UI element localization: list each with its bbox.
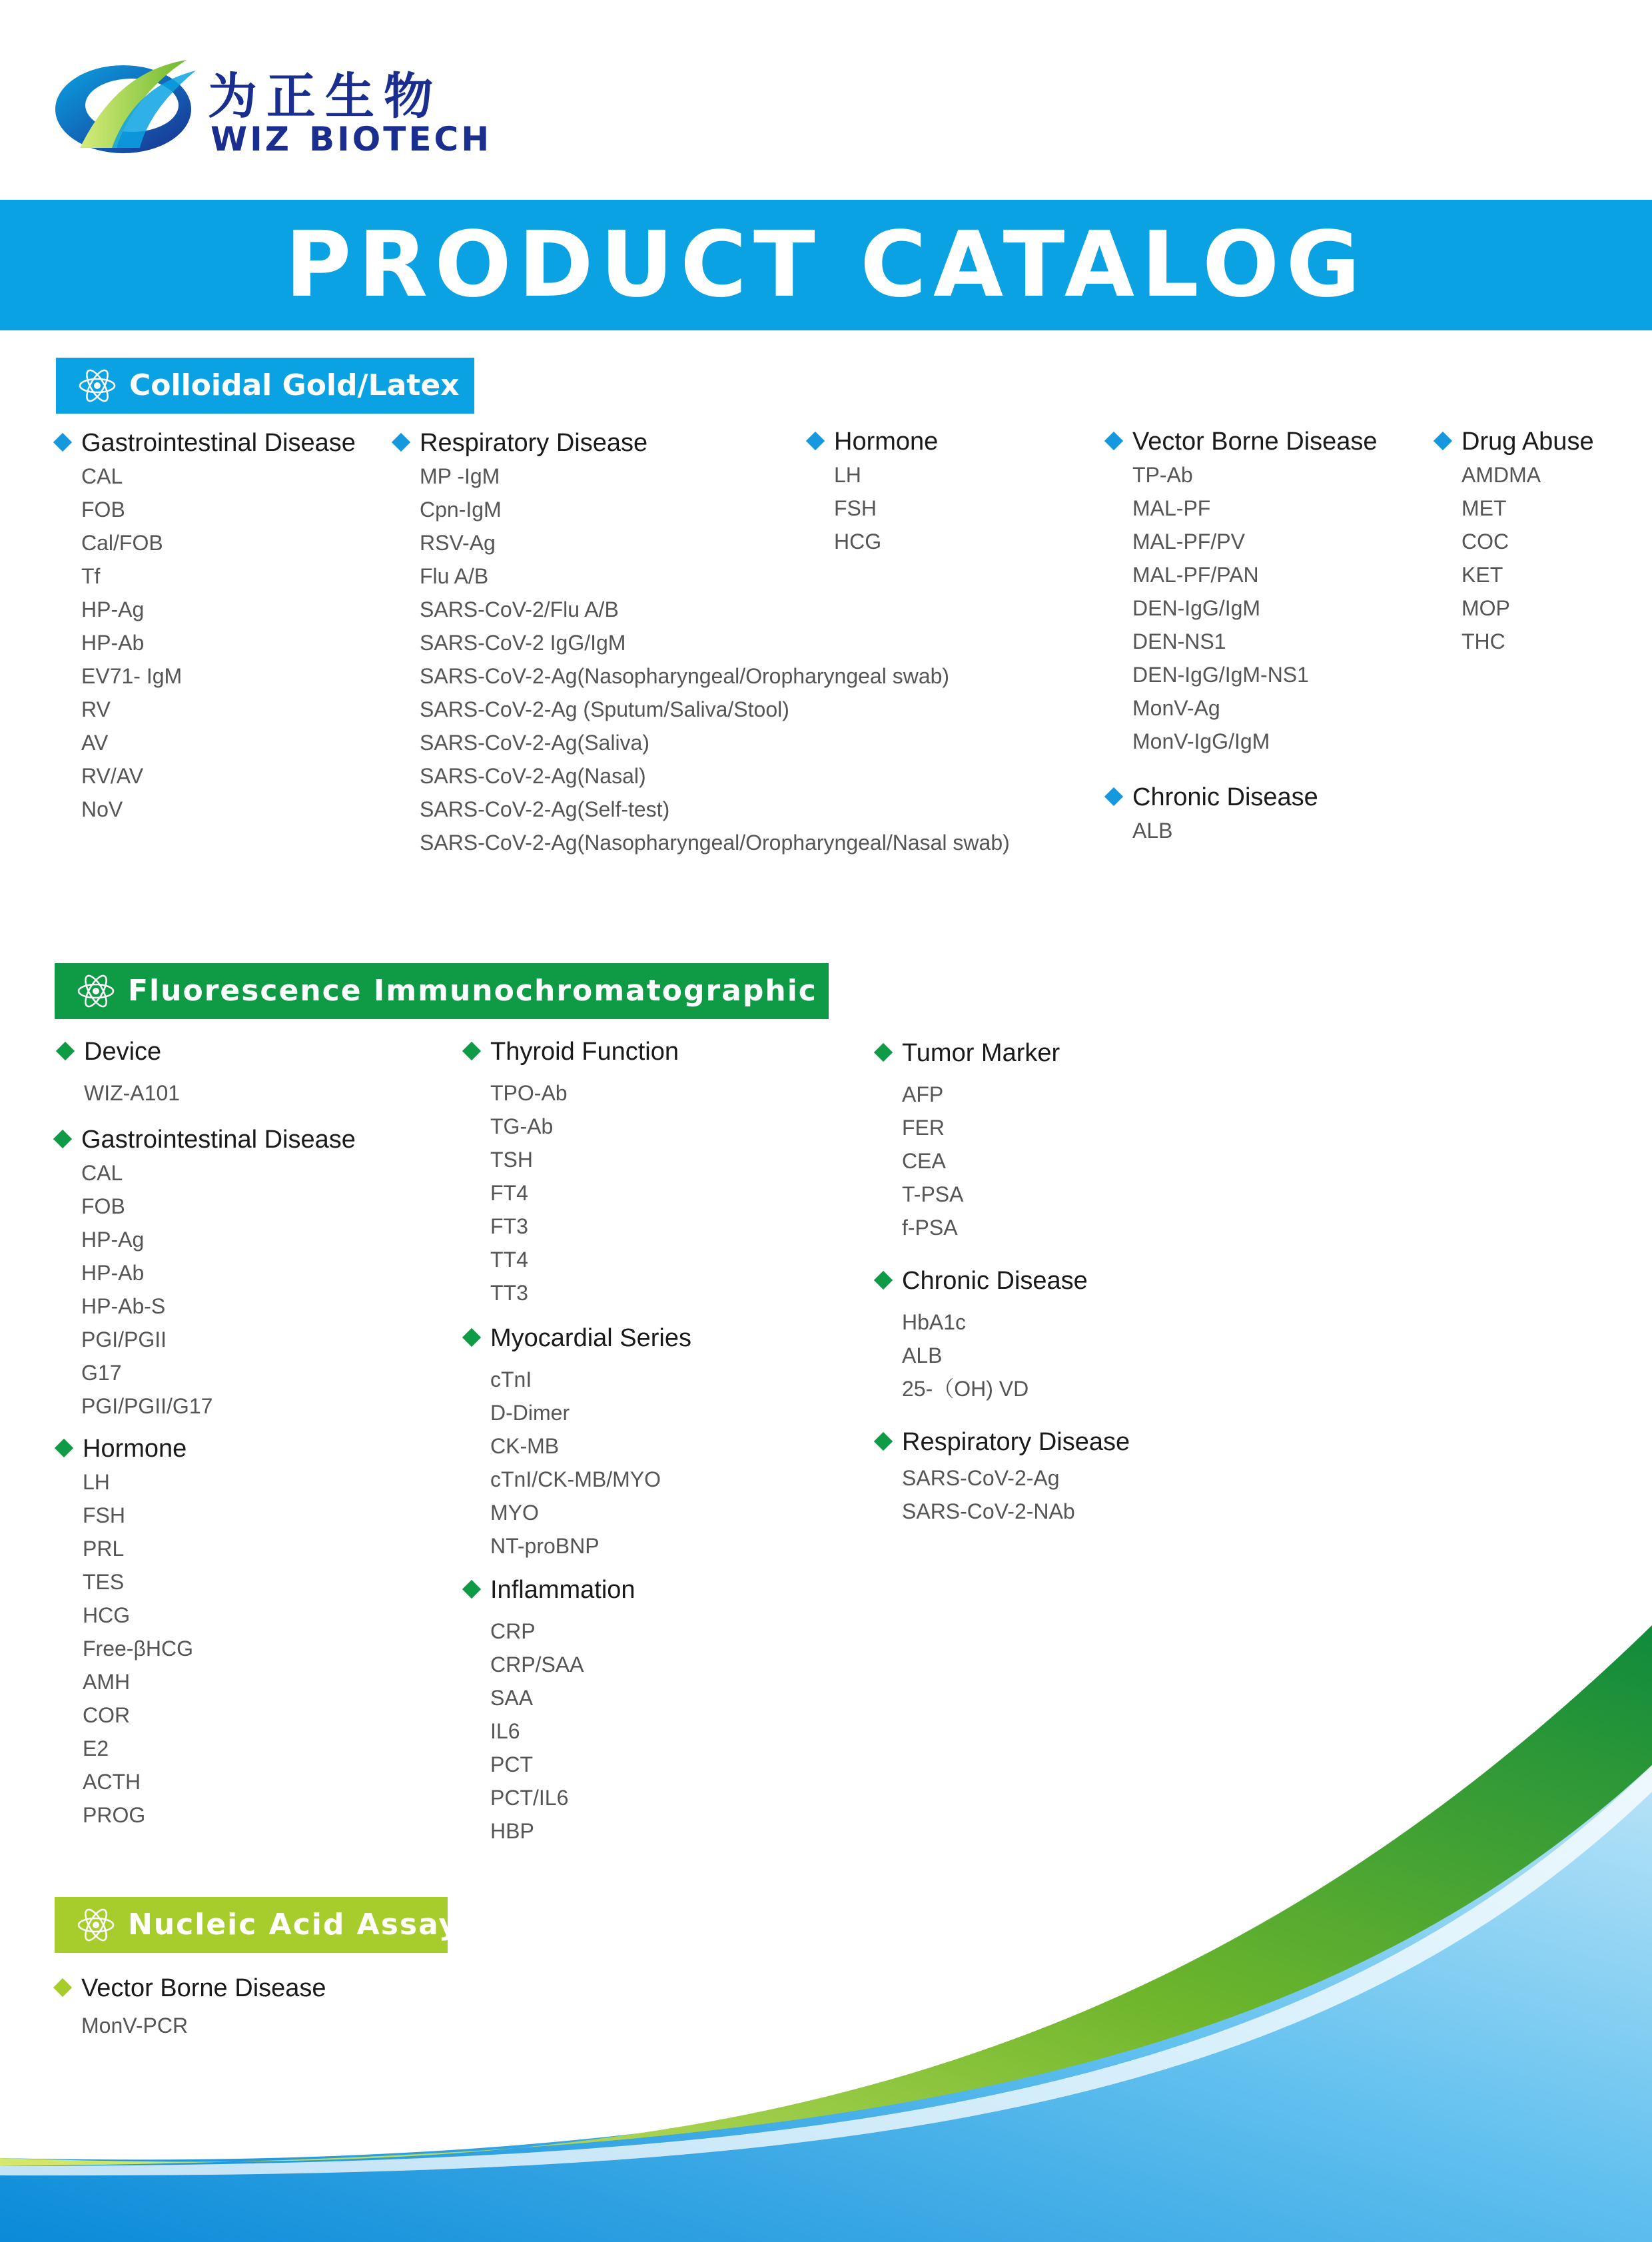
product-item: PGI/PGII/G17 bbox=[81, 1394, 213, 1418]
product-list bbox=[53, 1156, 356, 1423]
product-list bbox=[53, 2005, 326, 2042]
category-label: Vector Borne Disease bbox=[81, 1974, 326, 2002]
product-item: MP -IgM bbox=[420, 464, 500, 488]
product-item: FT4 bbox=[490, 1181, 528, 1205]
logo-en-part1: WIZ bbox=[210, 120, 292, 159]
category-title bbox=[874, 1036, 1060, 1070]
product-item: f-PSA bbox=[902, 1216, 958, 1240]
diamond-bullet-icon bbox=[1104, 787, 1123, 806]
product-item: MonV-IgG/IgM bbox=[1132, 729, 1270, 753]
category-title bbox=[806, 425, 938, 458]
product-item: HP-Ab bbox=[81, 1261, 145, 1285]
product-item: COC bbox=[1461, 530, 1509, 554]
product-item: cTnI bbox=[490, 1367, 532, 1391]
product-item: HbA1c bbox=[902, 1310, 967, 1334]
category-label: Inflammation bbox=[490, 1576, 635, 1604]
category-title bbox=[874, 1425, 1130, 1459]
product-list bbox=[874, 1070, 1060, 1244]
category-label: Hormone bbox=[83, 1435, 187, 1463]
title-band bbox=[0, 200, 1652, 330]
diamond-bullet-icon bbox=[56, 1042, 75, 1060]
diamond-bullet-icon bbox=[1104, 432, 1123, 450]
category-label: Chronic Disease bbox=[1132, 783, 1318, 811]
diamond-bullet-icon bbox=[462, 1328, 481, 1347]
diamond-bullet-icon bbox=[55, 1439, 73, 1457]
product-item: MonV-Ag bbox=[1132, 696, 1220, 720]
product-list bbox=[1104, 458, 1378, 758]
product-item: ACTH bbox=[83, 1770, 141, 1794]
logo-en-part2: BIOTECH bbox=[309, 120, 492, 159]
product-item: LH bbox=[834, 463, 861, 487]
diamond-bullet-icon bbox=[53, 433, 72, 452]
product-item: Cal/FOB bbox=[81, 531, 163, 555]
product-item: RV bbox=[81, 697, 111, 721]
product-item: AFP bbox=[902, 1082, 944, 1106]
product-item: FOB bbox=[81, 1194, 125, 1218]
atom-icon bbox=[76, 1906, 116, 1944]
product-item: MAL-PF bbox=[1132, 496, 1211, 520]
category-title bbox=[56, 1035, 180, 1068]
product-item: DEN-IgG/IgM bbox=[1132, 596, 1261, 620]
product-item: SARS-CoV-2-Ag(Self-test) bbox=[420, 797, 670, 821]
category-label: Chronic Disease bbox=[902, 1267, 1088, 1295]
category-title bbox=[55, 1432, 193, 1465]
section-header-fluorescence bbox=[55, 963, 931, 1019]
product-item: MAL-PF/PV bbox=[1132, 530, 1245, 554]
product-list bbox=[462, 1068, 679, 1309]
category-label: Thyroid Function bbox=[490, 1038, 679, 1066]
product-item: RV/AV bbox=[81, 764, 144, 788]
product-item: AMDMA bbox=[1461, 463, 1541, 487]
product-item: RSV-Ag bbox=[420, 531, 496, 555]
page-title: PRODUCT CATALOG bbox=[284, 212, 1368, 318]
product-item: TT3 bbox=[490, 1281, 528, 1305]
product-item: LH bbox=[83, 1470, 110, 1494]
category-title bbox=[462, 1035, 679, 1068]
company-logo bbox=[53, 48, 492, 161]
category-label: Drug Abuse bbox=[1461, 428, 1594, 456]
product-item: Free-βHCG bbox=[83, 1637, 193, 1661]
product-list bbox=[53, 460, 356, 826]
product-item: PCT/IL6 bbox=[490, 1786, 569, 1810]
product-item: AMH bbox=[83, 1670, 131, 1694]
product-item: Cpn-IgM bbox=[420, 498, 502, 522]
product-item: KET bbox=[1461, 563, 1503, 587]
product-item: CEA bbox=[902, 1149, 946, 1173]
product-item: PCT bbox=[490, 1752, 533, 1776]
product-item: TP-Ab bbox=[1132, 463, 1193, 487]
product-item: FOB bbox=[81, 498, 125, 522]
category-label: Tumor Marker bbox=[902, 1039, 1060, 1067]
colloidal-gastro-group bbox=[53, 426, 356, 826]
product-item: SARS-CoV-2 IgG/IgM bbox=[420, 631, 626, 655]
product-item: FSH bbox=[83, 1503, 125, 1527]
diamond-bullet-icon bbox=[462, 1580, 481, 1599]
product-list bbox=[462, 1355, 691, 1563]
product-item: TSH bbox=[490, 1148, 533, 1172]
fia-tumor-group bbox=[874, 1036, 1060, 1244]
category-title bbox=[53, 1972, 326, 2005]
diamond-bullet-icon bbox=[806, 432, 825, 450]
product-item: CRP/SAA bbox=[490, 1653, 584, 1677]
section-title: Colloidal Gold/Latex bbox=[129, 368, 460, 402]
product-list bbox=[1104, 814, 1318, 847]
product-item: EV71- IgM bbox=[81, 664, 183, 688]
product-item: SARS-CoV-2-Ag(Nasal) bbox=[420, 764, 646, 788]
category-title bbox=[1104, 425, 1378, 458]
colloidal-vector-group bbox=[1104, 425, 1378, 758]
product-item: TES bbox=[83, 1570, 125, 1594]
product-item: 25-（OH) VD bbox=[902, 1377, 1029, 1401]
diamond-bullet-icon bbox=[392, 433, 410, 452]
category-label: Respiratory Disease bbox=[902, 1428, 1130, 1456]
product-item: THC bbox=[1461, 629, 1505, 653]
section-header-nucleic bbox=[55, 1897, 460, 1953]
section-header-colloidal bbox=[56, 358, 474, 414]
product-item: SARS-CoV-2-Ag bbox=[902, 1466, 1060, 1490]
product-item: cTnI/CK-MB/MYO bbox=[490, 1467, 661, 1491]
diamond-bullet-icon bbox=[874, 1432, 893, 1451]
product-item: HP-Ag bbox=[81, 1228, 145, 1252]
section-title: Fluorescence Immunochromatographic Assay bbox=[128, 974, 931, 1008]
product-item: HBP bbox=[490, 1819, 534, 1843]
diamond-bullet-icon bbox=[53, 1978, 72, 1997]
product-list bbox=[874, 1459, 1130, 1528]
category-title bbox=[874, 1264, 1088, 1298]
nucleic-vector-group bbox=[53, 1972, 326, 2042]
product-item: HP-Ag bbox=[81, 597, 145, 621]
category-label: Gastrointestinal Disease bbox=[81, 429, 356, 457]
product-item: TPO-Ab bbox=[490, 1081, 568, 1105]
product-item: COR bbox=[83, 1703, 131, 1727]
product-item: HP-Ab-S bbox=[81, 1294, 166, 1318]
product-item: G17 bbox=[81, 1361, 122, 1385]
product-item: SARS-CoV-2-Ag(Nasopharyngeal/Oropharyngeal/Nasal swab) bbox=[420, 831, 1010, 855]
category-title bbox=[1434, 425, 1594, 458]
product-item: DEN-NS1 bbox=[1132, 629, 1226, 653]
fia-device-group bbox=[56, 1035, 180, 1110]
fia-gastro-group bbox=[53, 1123, 356, 1423]
product-item: D-Dimer bbox=[490, 1401, 570, 1425]
product-item: E2 bbox=[83, 1736, 109, 1760]
diamond-bullet-icon bbox=[874, 1271, 893, 1290]
atom-icon bbox=[77, 367, 117, 404]
diamond-bullet-icon bbox=[1434, 432, 1452, 450]
product-item: MAL-PF/PAN bbox=[1132, 563, 1259, 587]
product-item: Tf bbox=[81, 564, 101, 588]
product-item: TT4 bbox=[490, 1248, 528, 1272]
fia-respiratory-group bbox=[874, 1425, 1130, 1528]
product-item: SARS-CoV-2-NAb bbox=[902, 1499, 1075, 1523]
wiz-logo-icon bbox=[53, 48, 200, 161]
product-item: SAA bbox=[490, 1686, 534, 1710]
product-item: MonV-PCR bbox=[81, 2014, 189, 2038]
category-title bbox=[462, 1321, 691, 1355]
colloidal-hormone-group bbox=[806, 425, 938, 558]
category-title bbox=[53, 426, 356, 460]
section-title: Nucleic Acid Assay bbox=[128, 1908, 460, 1942]
product-item: SARS-CoV-2-Ag(Nasopharyngeal/Oropharyngeal swab) bbox=[420, 664, 950, 688]
logo-chinese-name: 为正生物 bbox=[208, 68, 442, 125]
colloidal-chronic-group bbox=[1104, 781, 1318, 847]
category-label: Device bbox=[84, 1038, 162, 1066]
product-item: HCG bbox=[834, 530, 882, 554]
category-label: Hormone bbox=[834, 428, 939, 456]
product-item: PGI/PGII bbox=[81, 1327, 167, 1351]
category-title bbox=[1104, 781, 1318, 814]
colloidal-drug-group bbox=[1434, 425, 1594, 658]
product-item: ALB bbox=[1132, 819, 1173, 843]
category-label: Gastrointestinal Disease bbox=[81, 1126, 356, 1154]
product-item: CK-MB bbox=[490, 1434, 560, 1458]
product-list bbox=[874, 1298, 1088, 1405]
product-item: ALB bbox=[902, 1343, 943, 1367]
product-item: HCG bbox=[83, 1603, 131, 1627]
product-item: FT3 bbox=[490, 1214, 528, 1238]
product-item: DEN-IgG/IgM-NS1 bbox=[1132, 663, 1309, 687]
product-item: Flu A/B bbox=[420, 564, 489, 588]
product-item: CAL bbox=[81, 1161, 123, 1185]
product-item: SARS-CoV-2-Ag (Sputum/Saliva/Stool) bbox=[420, 697, 789, 721]
fia-myocardial-group bbox=[462, 1321, 691, 1563]
category-label: Respiratory Disease bbox=[420, 429, 648, 457]
atom-icon bbox=[76, 972, 116, 1010]
product-item: SARS-CoV-2-Ag(Saliva) bbox=[420, 731, 649, 755]
product-item: MYO bbox=[490, 1501, 539, 1525]
product-item: PROG bbox=[83, 1803, 146, 1827]
logo-english-name bbox=[210, 120, 492, 159]
diamond-bullet-icon bbox=[53, 1130, 72, 1148]
product-item: WIZ-A101 bbox=[84, 1081, 181, 1105]
diamond-bullet-icon bbox=[874, 1043, 893, 1062]
product-item: HP-Ab bbox=[81, 631, 145, 655]
category-title bbox=[53, 1123, 356, 1156]
product-item: FER bbox=[902, 1116, 945, 1140]
product-item: PRL bbox=[83, 1537, 125, 1561]
product-item: IL6 bbox=[490, 1719, 520, 1743]
product-item: FSH bbox=[834, 496, 877, 520]
product-list bbox=[1434, 458, 1594, 658]
category-title bbox=[462, 1573, 635, 1607]
product-item: T-PSA bbox=[902, 1182, 964, 1206]
product-item: SARS-CoV-2/Flu A/B bbox=[420, 597, 619, 621]
category-label: Myocardial Series bbox=[490, 1324, 691, 1352]
category-label: Vector Borne Disease bbox=[1132, 428, 1378, 456]
product-list bbox=[806, 458, 938, 558]
fia-chronic-group bbox=[874, 1264, 1088, 1405]
product-item: MOP bbox=[1461, 596, 1510, 620]
product-item: NT-proBNP bbox=[490, 1534, 600, 1558]
fia-thyroid-group bbox=[462, 1035, 679, 1309]
diamond-bullet-icon bbox=[462, 1042, 481, 1060]
product-item: TG-Ab bbox=[490, 1114, 554, 1138]
product-item: CRP bbox=[490, 1619, 536, 1643]
product-item: AV bbox=[81, 731, 109, 755]
product-item: MET bbox=[1461, 496, 1507, 520]
product-list bbox=[56, 1068, 180, 1110]
product-item: NoV bbox=[81, 797, 123, 821]
product-item: CAL bbox=[81, 464, 123, 488]
